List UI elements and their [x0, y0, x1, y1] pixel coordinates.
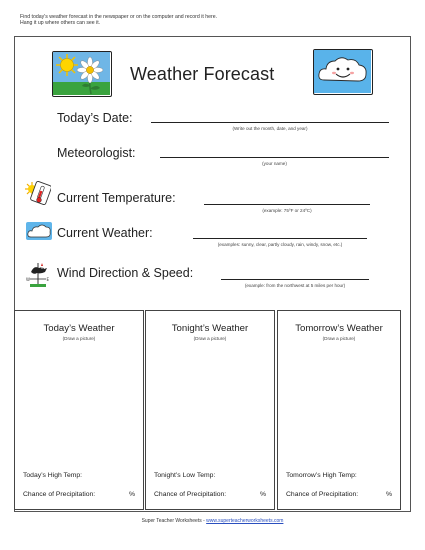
page-title: Weather Forecast — [130, 64, 275, 84]
date-label: Today’s Date: — [57, 111, 133, 125]
meteorologist-label: Meteorologist: — [57, 146, 136, 160]
today-precip-percent: % — [128, 491, 135, 498]
instructions-line-1: Find today's weather forecast in the newspaper or on the computer and record it here. — [20, 14, 218, 20]
wind-hint: (example: from the northwest at 5 miles per hour) — [244, 283, 346, 288]
svg-text:W: W — [26, 277, 30, 282]
tonight-low-temp-label: Tonight’s Low Temp: — [154, 472, 216, 479]
tonight-weather-box[interactable] — [145, 310, 275, 510]
temperature-hint: (example: 75ºF or 24ºC) — [262, 208, 312, 213]
meteorologist-hint: (your name) — [262, 161, 287, 166]
date-input-line[interactable] — [151, 122, 389, 123]
sun-flower-icon — [52, 51, 112, 97]
wind-input-line[interactable] — [221, 279, 369, 280]
thermometer-icon — [25, 181, 51, 205]
tomorrow-draw-hint: (Draw a picture) — [322, 336, 356, 341]
today-weather-title: Today’s Weather — [43, 323, 115, 334]
svg-text:E: E — [46, 277, 50, 282]
date-hint: (Write out the month, date, and year) — [232, 126, 308, 131]
weather-hint: (examples: sunny, clear, partly cloudy, rain, windy, snow, etc.) — [217, 242, 343, 247]
instructions — [20, 14, 217, 27]
today-weather-box[interactable] — [14, 310, 144, 510]
weather-label: Current Weather: — [57, 226, 153, 240]
tomorrow-weather-box[interactable] — [277, 310, 401, 510]
wind-label: Wind Direction & Speed: — [57, 266, 194, 280]
footer — [0, 518, 425, 524]
tonight-weather-title: Tonight’s Weather — [171, 323, 249, 334]
instructions-line-2: Hang it up where others can see it. — [20, 20, 101, 27]
tomorrow-precip-percent: % — [385, 491, 392, 498]
tonight-precip-percent: % — [259, 491, 266, 498]
tomorrow-weather-title: Tomorrow’s Weather — [295, 323, 383, 334]
meteorologist-input-line[interactable] — [160, 157, 389, 158]
tomorrow-precip-label: Chance of Precipitation: — [286, 491, 359, 498]
footer-link[interactable]: www.superteacherworksheets.com — [206, 518, 284, 524]
smiling-cloud-icon — [313, 49, 373, 95]
tomorrow-high-temp-label: Tomorrow’s High Temp: — [286, 472, 357, 479]
footer-text: Super Teacher Worksheets - — [141, 518, 207, 524]
cloud-icon — [25, 220, 53, 242]
today-high-temp-label: Today’s High Temp: — [23, 472, 83, 479]
tonight-precip-label: Chance of Precipitation: — [154, 491, 227, 498]
temperature-input-line[interactable] — [204, 204, 370, 205]
weathervane-icon — [25, 260, 51, 288]
weather-input-line[interactable] — [193, 238, 367, 239]
today-draw-hint: (Draw a picture) — [62, 336, 96, 341]
temperature-label: Current Temperature: — [57, 191, 176, 205]
today-precip-label: Chance of Precipitation: — [23, 491, 96, 498]
tonight-draw-hint: (Draw a picture) — [193, 336, 227, 341]
